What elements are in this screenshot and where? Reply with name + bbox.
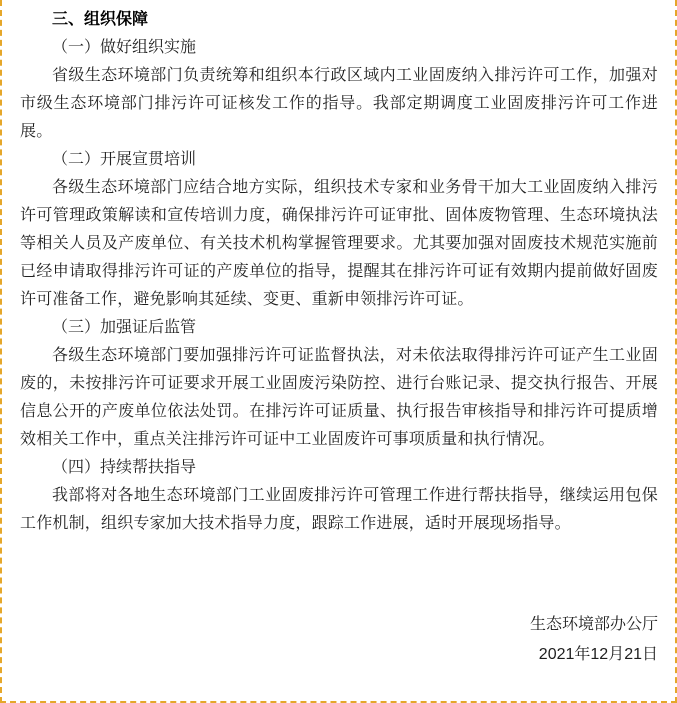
signature-date: 2021年12月21日: [538, 646, 658, 663]
subsection-4-paragraph: 我部将对各地生态环境部门工业固废排污许可管理工作进行帮扶指导，继续运用包保工作机制，组织专家加大技术指导力度，跟踪工作进展，适时开展现场指导。: [20, 487, 658, 532]
section-heading: 三、组织保障: [52, 11, 149, 28]
subsection-4-title: （四）持续帮扶指导: [52, 459, 197, 476]
subsection-1-title: （一）做好组织实施: [52, 39, 197, 56]
subsection-3-title: （三）加强证后监管: [52, 319, 197, 336]
signature-department: 生态环境部办公厅: [529, 616, 658, 633]
subsection-2-paragraph: 各级生态环境部门应结合地方实际，组织技术专家和业务骨干加大工业固废纳入排污许可管理政策解读和宣传培训力度，确保排污许可证审批、固体废物管理、生态环境执法等相关人员及产废单位、有关技术机构掌握管理要求。尤其要加强对固废技术规范实施前已经申请取得排污许可证的产废单位的指导，提醒其在排污许可证有效期内提前做好固废许可准备工作，避免影响其延续、变更、重新申领排污许可证。: [20, 179, 658, 308]
signature-block: [20, 610, 658, 670]
subsection-1-paragraph: 省级生态环境部门负责统筹和组织本行政区域内工业固废纳入排污许可工作，加强对市级生态环境部门排污许可证核发工作的指导。我部定期调度工业固废排污许可工作进展。: [20, 67, 658, 140]
subsection-3-paragraph: 各级生态环境部门要加强排污许可证监督执法，对未依法取得排污许可证产生工业固废的，未按排污许可证要求开展工业固废污染防控、进行台账记录、提交执行报告、开展信息公开的产废单位依法处罚。在排污许可证质量、执行报告审核指导和排污许可提质增效相关工作中，重点关注排污许可证中工业固废许可事项质量和执行情况。: [20, 347, 658, 448]
subsection-2-title: （二）开展宣贯培训: [52, 151, 197, 168]
